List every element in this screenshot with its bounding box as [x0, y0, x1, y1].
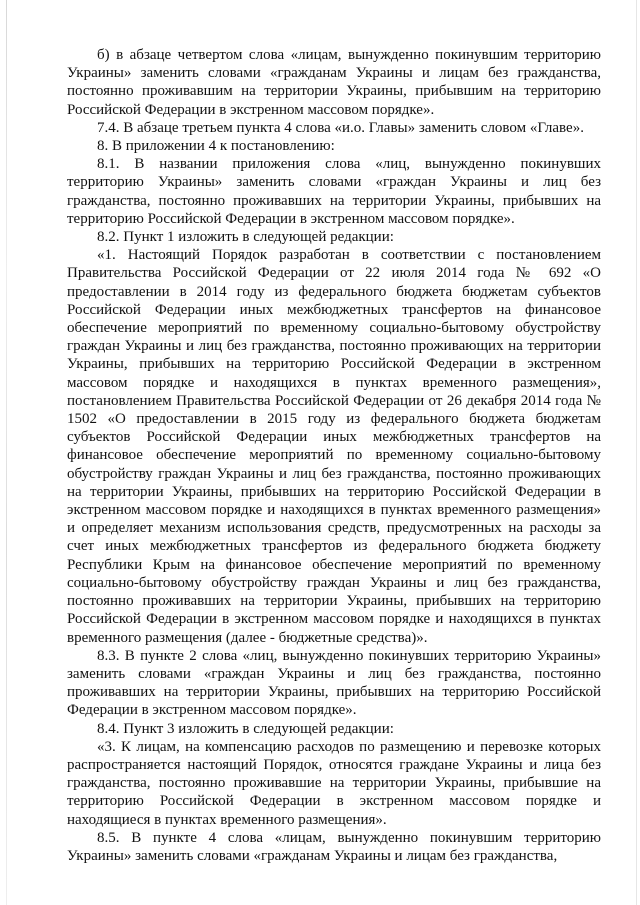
paragraph-4b: б) в абзаце четвертом слова «лицам, вынужденно покинувшим территорию Украины» заменить словами «гражданам Украины и лицам без гражданства, постоянно проживавшим на территории Украины, прибывшим на территорию Российской Федерации в экстренном массовом порядке». — [67, 47, 601, 118]
paragraph-8-2: 8.2. Пункт 1 изложить в следующей редакции: — [97, 229, 394, 246]
scan-edge — [636, 0, 637, 905]
document-body — [67, 46, 601, 865]
paragraph-8-2-text: «1. Настоящий Порядок разработан в соответствии с постановлением Правительства Российской Федерации от 22 июля 2014 года № 692 «О предоставлении в 2014 году из федерального бюджета бюджетам субъектов Российской Федерации иных межбюджетных трансфертов на финансовое обеспечение мероприятий по временному социально-бытовому обустройству граждан Украины и лиц без гражданства, постоянно проживающих на территории Украины, прибывших на территорию Российской Федерации в экстренном массовом порядке и находящихся в пунктах временного размещения», постановлением Правительства Российской Федерации от 26 декабря 2014 года № 1502 «О предоставлении в 2015 году из федерального бюджета бюджетам субъектов Российской Федерации иных межбюджетных трансфертов на финансовое обеспечение мероприятий по временному социально-бытовому обустройству граждан Украины и лиц без гражданства, постоянно проживающих на территории Украины, прибывших на территорию Российской Федерации в экстренном массовом порядке и находящихся в пунктах временного размещения» и определяет механизм использования средств, предусмотренных на расходы за счет иных межбюджетных трансфертов из федерального бюджета бюджету Республики Крым на финансовое обеспечение мероприятий по временному социально-бытовому обустройству граждан Украины и лиц без гражданства, постоянно проживавших на территории Украины, прибывших на территорию Российской Федерации в экстренном массовом порядке и находящихся в пунктах временного размещения (далее - бюджетные средства)». — [67, 247, 601, 646]
paragraph-8-4-text: «3. К лицам, на компенсацию расходов по размещению и перевозке которых распространяется настоящий Порядок, относятся граждане Украины и лица без гражданства, постоянно проживавшие на территории Украины, прибывшие на территорию Российской Федерации в экстренном массовом порядке и находящиеся в пунктах временного размещения». — [67, 738, 601, 828]
paragraph-8-3: 8.3. В пункте 2 слова «лиц, вынужденно покинувших территорию Украины» заменить словами «граждан Украины и лиц без гражданства, постоянно проживавших на территории Украины, прибывших на территорию Российской Федерации в экстренном массовом порядке». — [67, 647, 601, 719]
paragraph-8-5: 8.5. В пункте 4 слова «лицам, вынужденно покинувшим территорию Украины» заменить словами «гражданам Украины и лицам без гражданства, — [67, 829, 601, 864]
scan-edge — [6, 0, 7, 905]
paragraph-8: 8. В приложении 4 к постановлению: — [97, 138, 335, 155]
paragraph-8-1: 8.1. В названии приложения слова «лиц, вынужденно покинувших территорию Украины» заменить словами «граждан Украины и лиц без гражданства, постоянно проживавших на территории Украины, прибывших на территорию Российской Федерации в экстренном массовом порядке». — [67, 156, 601, 227]
paragraph-8-4: 8.4. Пункт 3 изложить в следующей редакции: — [97, 720, 394, 737]
paragraph-7-4: 7.4. В абзаце третьем пункта 4 слова «и.о. Главы» заменить словом «Главе». — [97, 119, 584, 136]
